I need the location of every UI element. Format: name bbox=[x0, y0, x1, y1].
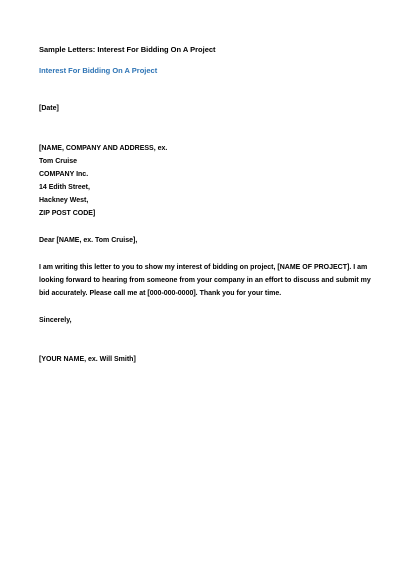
body-line: I am writing this letter to you to show my interest of bidding on project, [NAME OF PROJECT]. I am bbox=[39, 264, 368, 271]
address-line: ZIP POST CODE] bbox=[39, 210, 96, 217]
letter-salutation: Dear [NAME, ex. Tom Cruise], bbox=[39, 237, 138, 244]
letter-signature: [YOUR NAME, ex. Will Smith] bbox=[39, 356, 136, 363]
letter-closing: Sincerely, bbox=[39, 317, 72, 324]
address-line: 14 Edith Street, bbox=[39, 184, 90, 191]
body-line: bid accurately. Please call me at [000-000-0000]. Thank you for your time. bbox=[39, 290, 282, 297]
address-line: [NAME, COMPANY AND ADDRESS, ex. bbox=[39, 145, 168, 152]
document-title: Sample Letters: Interest For Bidding On A Project bbox=[39, 45, 216, 54]
body-line: looking forward to hearing from someone from your company in an effort to discuss and submit my bbox=[39, 277, 371, 284]
address-line: Hackney West, bbox=[39, 197, 89, 204]
address-line: COMPANY Inc. bbox=[39, 171, 89, 178]
address-line: Tom Cruise bbox=[39, 158, 77, 165]
document-subtitle: Interest For Bidding On A Project bbox=[39, 66, 158, 75]
letter-date: [Date] bbox=[39, 105, 59, 112]
